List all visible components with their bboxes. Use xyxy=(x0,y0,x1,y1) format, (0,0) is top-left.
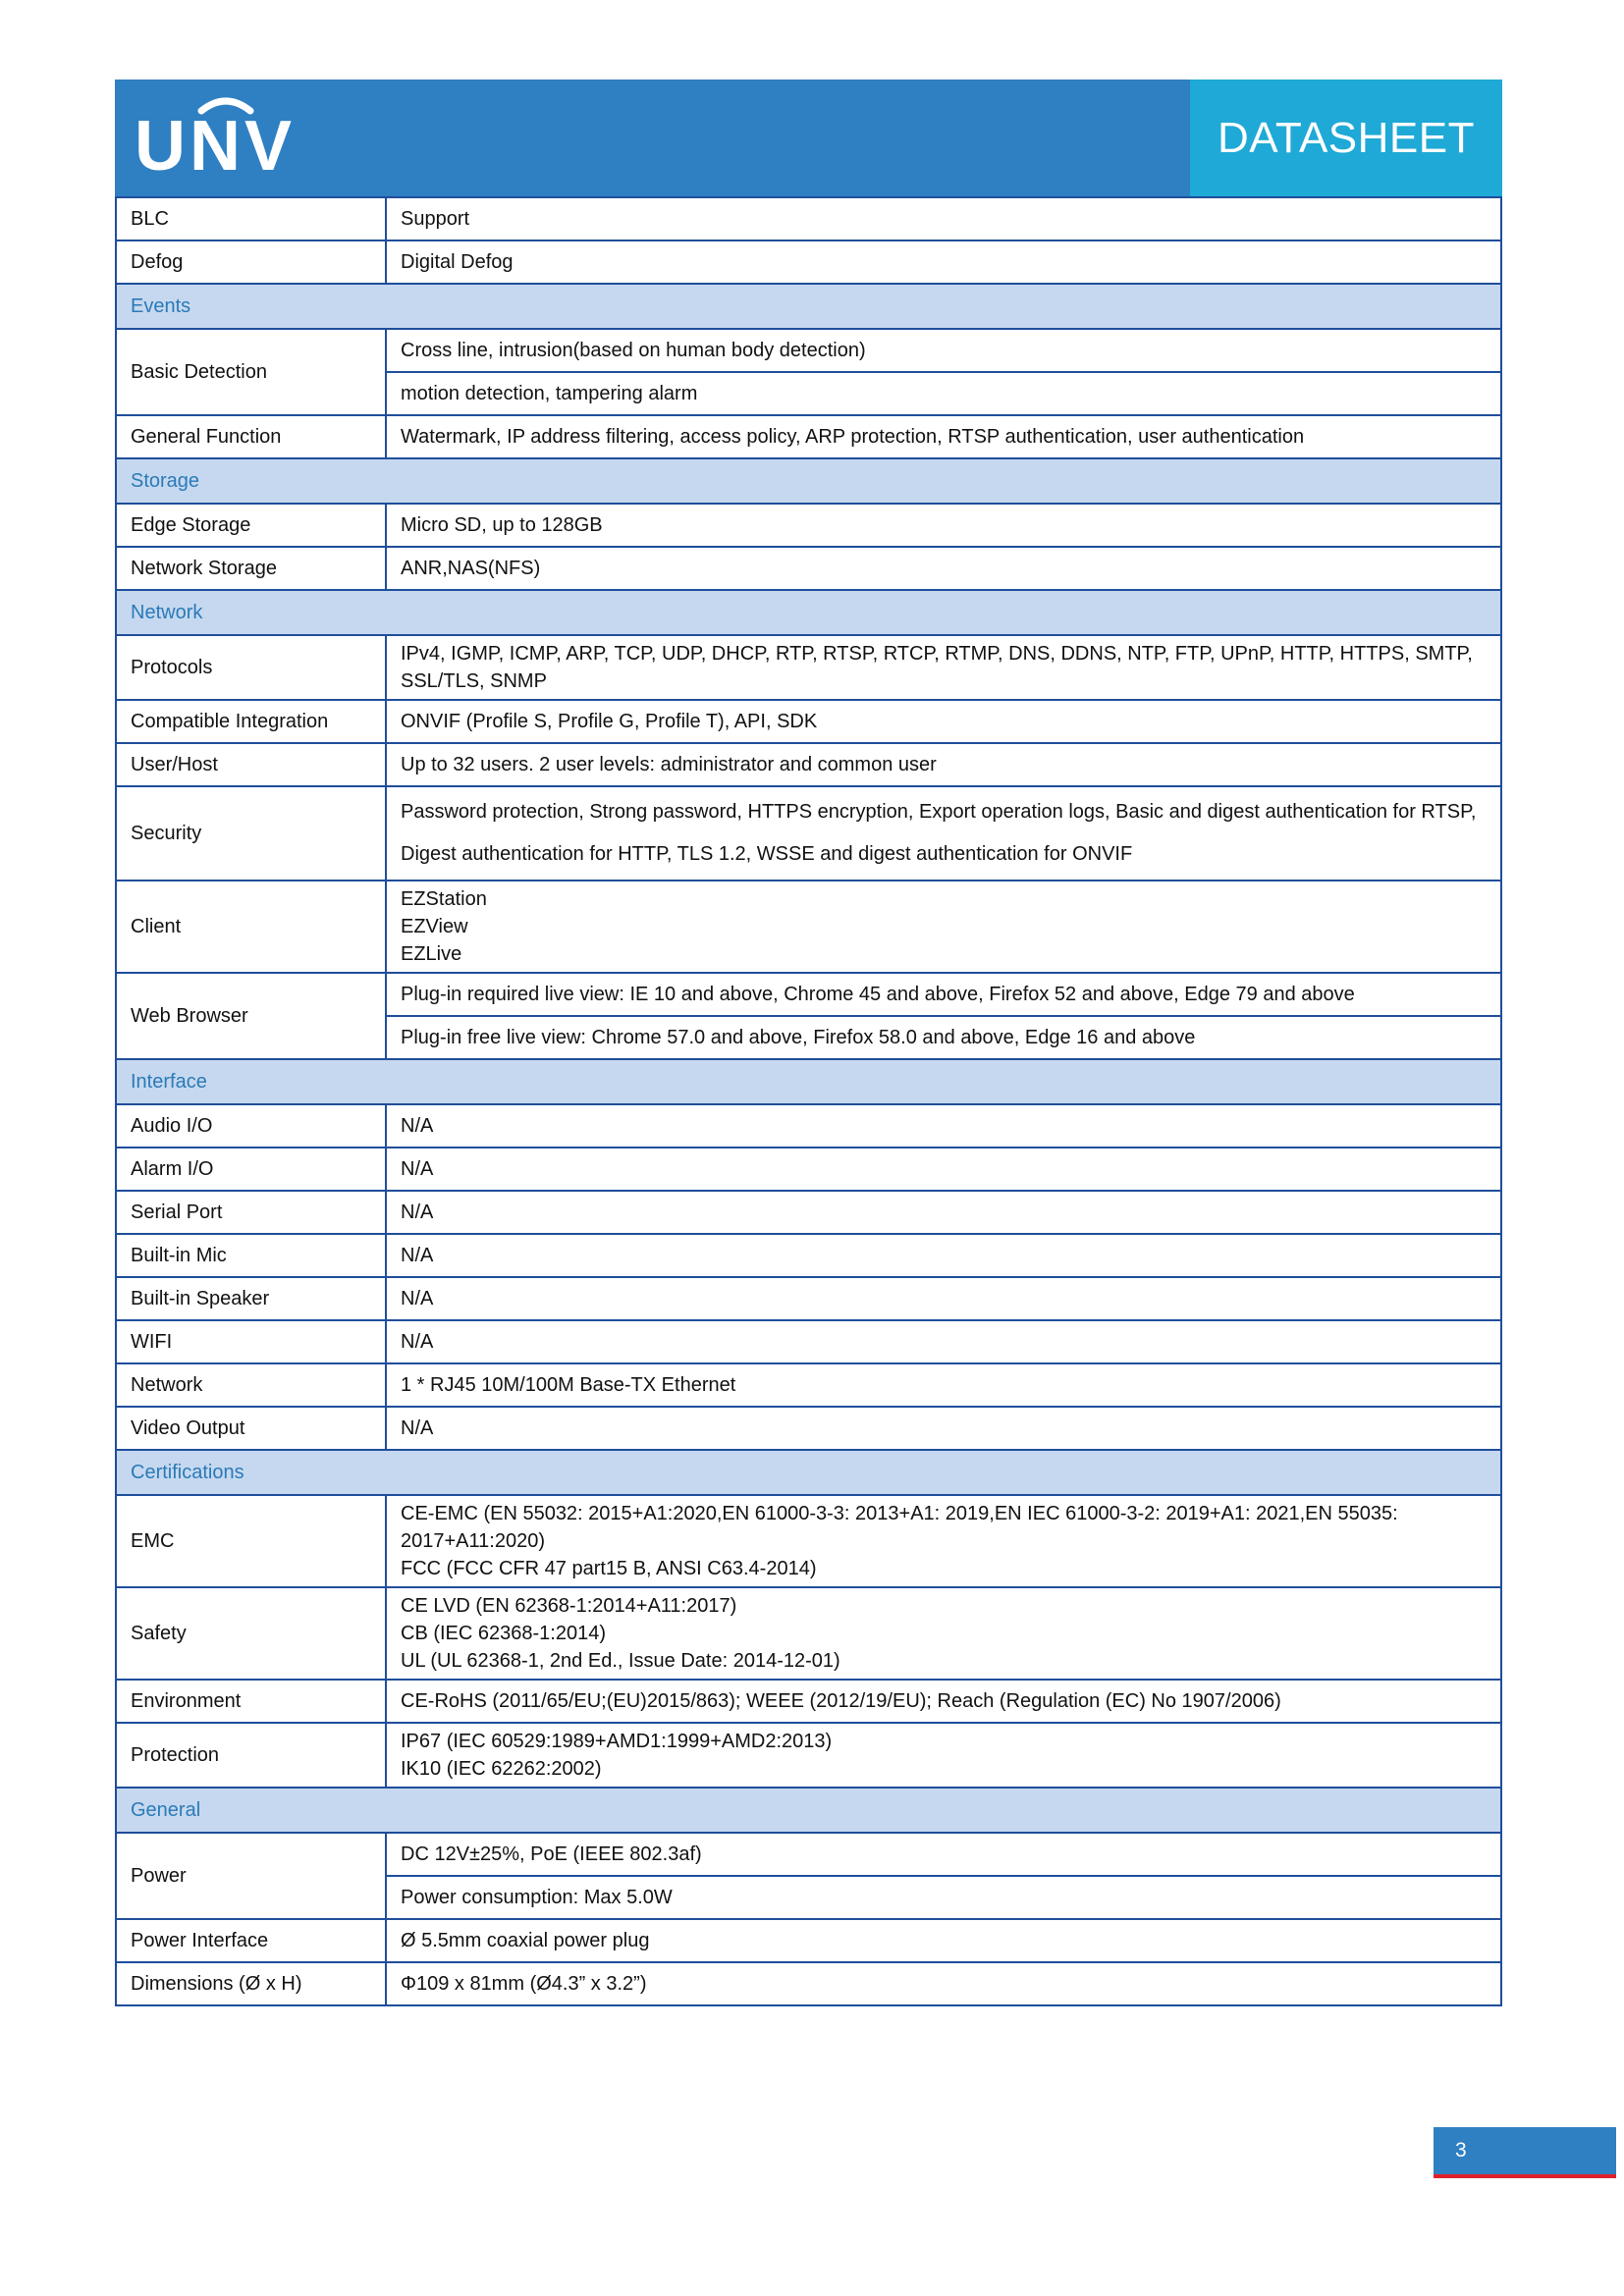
spec-label: Protocols xyxy=(116,635,386,700)
spec-line: IPv4, IGMP, ICMP, ARP, TCP, UDP, DHCP, RTP, RTSP, RTCP, RTMP, DNS, DDNS, NTP, FTP, UPnP, HTTP, HTTPS, SMTP, xyxy=(401,643,1473,665)
spec-label: Network xyxy=(116,1363,386,1407)
table-row xyxy=(116,1962,1501,2005)
table-row xyxy=(116,1191,1501,1234)
spec-table xyxy=(115,196,1502,2006)
spec-value: N/A xyxy=(386,1320,1501,1363)
spec-value: N/A xyxy=(386,1191,1501,1234)
section-header-general xyxy=(116,1788,1501,1833)
spec-value: N/A xyxy=(386,1277,1501,1320)
spec-label: BLC xyxy=(116,197,386,240)
section-header-interface xyxy=(116,1059,1501,1104)
spec-value: ONVIF (Profile S, Profile G, Profile T), API, SDK xyxy=(386,700,1501,743)
table-row xyxy=(116,973,1501,1016)
table-row xyxy=(116,1104,1501,1148)
table-row xyxy=(116,1833,1501,1876)
spec-label: Video Output xyxy=(116,1407,386,1450)
table-row xyxy=(116,1587,1501,1680)
spec-value xyxy=(386,635,1501,700)
spec-label: Network Storage xyxy=(116,547,386,590)
table-row xyxy=(116,700,1501,743)
spec-value xyxy=(386,1495,1501,1587)
spec-value: Watermark, IP address filtering, access policy, ARP protection, RTSP authentication, user authentication xyxy=(386,415,1501,458)
page-number-underline xyxy=(1434,2174,1616,2178)
spec-value: Digital Defog xyxy=(386,240,1501,284)
spec-label: User/Host xyxy=(116,743,386,786)
table-row xyxy=(116,1680,1501,1723)
spec-line: CE LVD (EN 62368-1:2014+A11:2017) xyxy=(401,1595,737,1617)
datasheet-title: DATASHEET xyxy=(1190,80,1502,196)
table-row xyxy=(116,786,1501,881)
spec-line: Password protection, Strong password, HTTPS encryption, Export operation logs, Basic and digest authentication for RTSP, xyxy=(401,801,1477,823)
spec-value: Φ109 x 81mm (Ø4.3” x 3.2”) xyxy=(386,1962,1501,2005)
spec-value: Plug-in free live view: Chrome 57.0 and above, Firefox 58.0 and above, Edge 16 and above xyxy=(386,1016,1501,1059)
section-header-network xyxy=(116,590,1501,635)
spec-label: WIFI xyxy=(116,1320,386,1363)
section-header-certifications xyxy=(116,1450,1501,1495)
datasheet-header xyxy=(115,80,1502,196)
spec-label: Safety xyxy=(116,1587,386,1680)
spec-value xyxy=(386,786,1501,881)
table-row xyxy=(116,1495,1501,1587)
section-header-events xyxy=(116,284,1501,329)
svg-text:UNV: UNV xyxy=(135,107,297,186)
spec-value xyxy=(386,1587,1501,1680)
spec-value: N/A xyxy=(386,1407,1501,1450)
spec-line: EZStation xyxy=(401,888,487,910)
spec-line: IP67 (IEC 60529:1989+AMD1:1999+AMD2:2013) xyxy=(401,1731,833,1752)
spec-label: EMC xyxy=(116,1495,386,1587)
unv-logo xyxy=(133,89,309,187)
table-row xyxy=(116,1363,1501,1407)
spec-label: Power xyxy=(116,1833,386,1919)
spec-value: Cross line, intrusion(based on human body detection) xyxy=(386,329,1501,372)
spec-line: IK10 (IEC 62262:2002) xyxy=(401,1758,602,1780)
table-row xyxy=(116,240,1501,284)
spec-value: ANR,NAS(NFS) xyxy=(386,547,1501,590)
table-row xyxy=(116,547,1501,590)
spec-label: Edge Storage xyxy=(116,504,386,547)
table-row xyxy=(116,1919,1501,1962)
table-row xyxy=(116,415,1501,458)
spec-line: EZView xyxy=(401,916,468,937)
spec-label: Protection xyxy=(116,1723,386,1788)
spec-value: N/A xyxy=(386,1234,1501,1277)
spec-label: Environment xyxy=(116,1680,386,1723)
table-row xyxy=(116,1723,1501,1788)
table-row xyxy=(116,881,1501,973)
spec-line: EZLive xyxy=(401,943,462,965)
table-row xyxy=(116,197,1501,240)
spec-label: Alarm I/O xyxy=(116,1148,386,1191)
spec-label: Defog xyxy=(116,240,386,284)
spec-value: Ø 5.5mm coaxial power plug xyxy=(386,1919,1501,1962)
table-row xyxy=(116,1277,1501,1320)
page-number: 3 xyxy=(1434,2127,1616,2174)
section-title: General xyxy=(116,1788,1501,1833)
table-row xyxy=(116,329,1501,372)
section-title: Certifications xyxy=(116,1450,1501,1495)
spec-value: CE-RoHS (2011/65/EU;(EU)2015/863); WEEE (2012/19/EU); Reach (Regulation (EC) No 1907/2006) xyxy=(386,1680,1501,1723)
spec-line: CE-EMC (EN 55032: 2015+A1:2020,EN 61000-3-3: 2013+A1: 2019,EN IEC 61000-3-2: 2019+A1: 2021,EN 55035: xyxy=(401,1503,1398,1524)
spec-line: UL (UL 62368-1, 2nd Ed., Issue Date: 2014-12-01) xyxy=(401,1650,840,1672)
spec-label: Built-in Speaker xyxy=(116,1277,386,1320)
spec-value: motion detection, tampering alarm xyxy=(386,372,1501,415)
spec-value xyxy=(386,1723,1501,1788)
spec-value: DC 12V±25%, PoE (IEEE 802.3af) xyxy=(386,1833,1501,1876)
spec-label: General Function xyxy=(116,415,386,458)
spec-line: 2017+A11:2020) xyxy=(401,1530,545,1552)
table-row xyxy=(116,1148,1501,1191)
table-row xyxy=(116,635,1501,700)
section-header-storage xyxy=(116,458,1501,504)
table-row xyxy=(116,1234,1501,1277)
section-title: Storage xyxy=(116,458,1501,504)
spec-label: Power Interface xyxy=(116,1919,386,1962)
spec-value: Plug-in required live view: IE 10 and above, Chrome 45 and above, Firefox 52 and above, Edge 79 and above xyxy=(386,973,1501,1016)
spec-label: Serial Port xyxy=(116,1191,386,1234)
table-row xyxy=(116,504,1501,547)
spec-label: Compatible Integration xyxy=(116,700,386,743)
spec-label: Basic Detection xyxy=(116,329,386,415)
table-row xyxy=(116,743,1501,786)
table-row xyxy=(116,1320,1501,1363)
section-title: Interface xyxy=(116,1059,1501,1104)
spec-label: Audio I/O xyxy=(116,1104,386,1148)
spec-value: Support xyxy=(386,197,1501,240)
spec-line: SSL/TLS, SNMP xyxy=(401,670,547,692)
spec-label: Web Browser xyxy=(116,973,386,1059)
spec-label: Client xyxy=(116,881,386,973)
spec-value: N/A xyxy=(386,1148,1501,1191)
spec-value xyxy=(386,881,1501,973)
section-title: Events xyxy=(116,284,1501,329)
spec-value: Micro SD, up to 128GB xyxy=(386,504,1501,547)
spec-value: Up to 32 users. 2 user levels: administrator and common user xyxy=(386,743,1501,786)
spec-value: 1 * RJ45 10M/100M Base-TX Ethernet xyxy=(386,1363,1501,1407)
section-title: Network xyxy=(116,590,1501,635)
spec-value: N/A xyxy=(386,1104,1501,1148)
spec-label: Built-in Mic xyxy=(116,1234,386,1277)
spec-line: FCC (FCC CFR 47 part15 B, ANSI C63.4-2014) xyxy=(401,1558,817,1579)
spec-label: Dimensions (Ø x H) xyxy=(116,1962,386,2005)
table-row xyxy=(116,1407,1501,1450)
spec-line: Digest authentication for HTTP, TLS 1.2, WSSE and digest authentication for ONVIF xyxy=(401,843,1133,865)
spec-label: Security xyxy=(116,786,386,881)
spec-value: Power consumption: Max 5.0W xyxy=(386,1876,1501,1919)
spec-line: CB (IEC 62368-1:2014) xyxy=(401,1623,607,1644)
